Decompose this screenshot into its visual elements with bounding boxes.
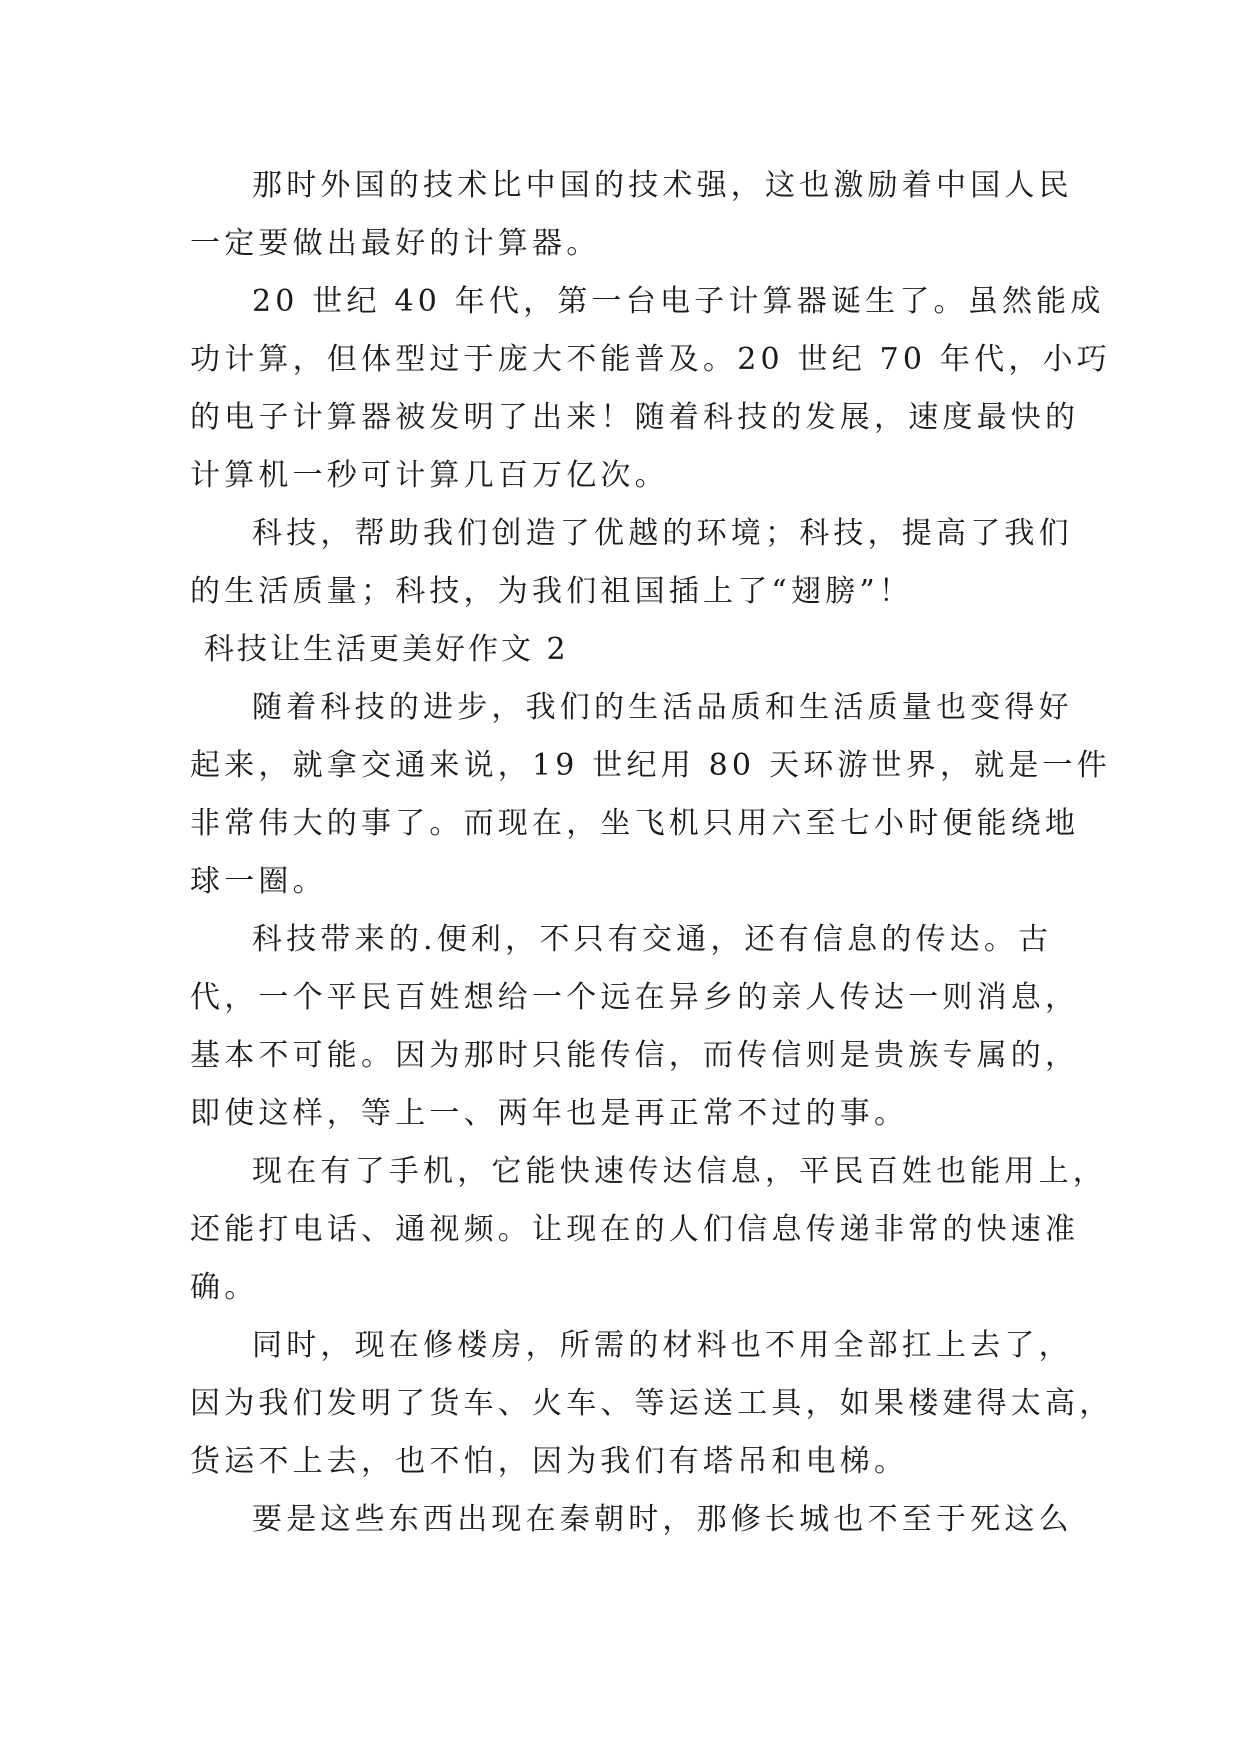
paragraph-line: 起来，就拿交通来说，19 世纪用 80 天环游世界，就是一件 <box>190 748 1111 783</box>
paragraph-line: 现在有了手机，它能快速传达信息，平民百姓也能用上， <box>252 1154 1107 1189</box>
paragraph-line: 20 世纪 40 年代，第一台电子计算器诞生了。虽然能成 <box>252 284 1105 319</box>
paragraph-line: 的生活质量；科技，为我们祖国插上了“翅膀”！ <box>190 574 914 609</box>
paragraph-line: 确。 <box>190 1270 259 1305</box>
paragraph-line: 非常伟大的事了。而现在，坐飞机只用六至七小时便能绕地 <box>190 806 1080 841</box>
paragraph-line: 一定要做出最好的计算器。 <box>190 226 601 261</box>
paragraph-line: 因为我们发明了货车、火车、等运送工具，如果楼建得太高， <box>190 1386 1114 1421</box>
paragraph-line: 的电子计算器被发明了出来！随着科技的发展，速度最快的 <box>190 400 1080 435</box>
section-heading: 科技让生活更美好作文 2 <box>204 632 569 667</box>
paragraph-line: 还能打电话、通视频。让现在的人们信息传递非常的快速准 <box>190 1212 1080 1247</box>
paragraph-line: 功计算，但体型过于庞大不能普及。20 世纪 70 年代，小巧 <box>190 342 1111 377</box>
paragraph-line: 科技，帮助我们创造了优越的环境；科技，提高了我们 <box>252 516 1073 551</box>
paragraph-line: 科技带来的.便利，不只有交通，还有信息的传达。古 <box>252 922 1053 957</box>
paragraph-line: 同时，现在修楼房，所需的材料也不用全部扛上去了， <box>252 1328 1073 1363</box>
paragraph-line: 货运不上去，也不怕，因为我们有塔吊和电梯。 <box>190 1444 909 1479</box>
paragraph-line: 即使这样，等上一、两年也是再正常不过的事。 <box>190 1096 909 1131</box>
paragraph-line: 基本不可能。因为那时只能传信，而传信则是贵族专属的， <box>190 1038 1080 1073</box>
paragraph-line: 计算机一秒可计算几百万亿次。 <box>190 458 669 493</box>
paragraph-line: 随着科技的进步，我们的生活品质和生活质量也变得好 <box>252 690 1073 725</box>
paragraph-line: 球一圈。 <box>190 864 327 899</box>
paragraph-line: 代，一个平民百姓想给一个远在异乡的亲人传达一则消息， <box>190 980 1080 1015</box>
paragraph-line: 要是这些东西出现在秦朝时，那修长城也不至于死这么 <box>252 1502 1073 1537</box>
paragraph-line: 那时外国的技术比中国的技术强，这也激励着中国人民 <box>252 168 1073 203</box>
